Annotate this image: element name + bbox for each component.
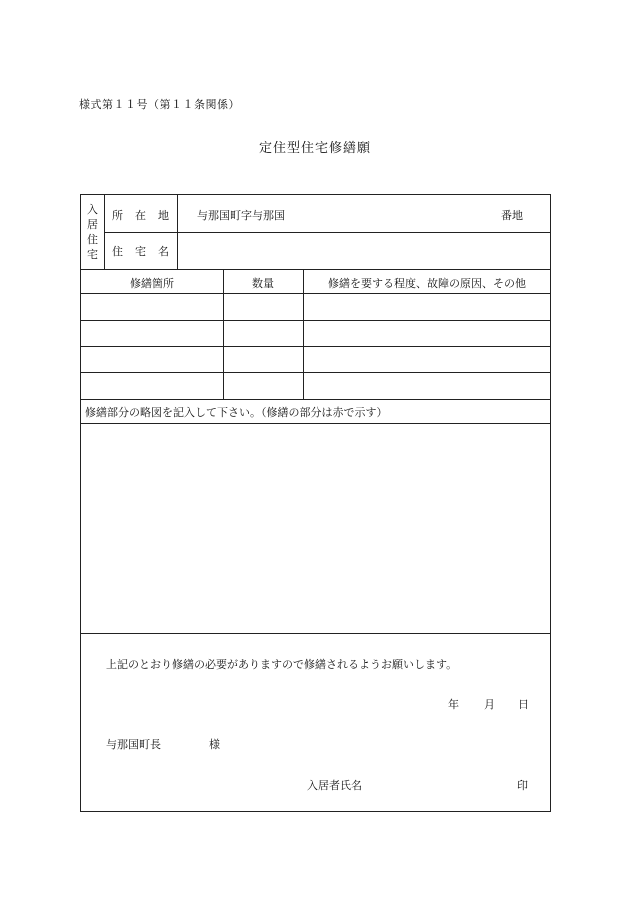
- request-statement: 上記のとおり修繕の必要がありますので修繕されるようお願いします。: [106, 658, 458, 671]
- date-year-label: 年: [448, 698, 459, 711]
- column-header-quantity: 数量: [252, 277, 274, 290]
- table-row[interactable]: [81, 321, 551, 345]
- date-month-label: 月: [484, 698, 495, 711]
- location-value[interactable]: 与那国町字与那国: [197, 209, 285, 222]
- location-label: 所在地: [112, 209, 181, 222]
- application-form: [80, 194, 551, 812]
- section-label-housing: 入 居 住 宅: [87, 203, 98, 261]
- sketch-instruction: 修繕部分の略図を記入して下さい。（修繕の部分は赤で示す）: [85, 406, 388, 419]
- table-row[interactable]: [81, 294, 551, 319]
- table-row[interactable]: [81, 373, 551, 398]
- location-suffix: 番地: [501, 209, 523, 222]
- addressee: 与那国町長: [106, 738, 161, 751]
- applicant-name-label: 入居者氏名: [307, 779, 362, 792]
- form-number: 様式第１１号（第１１条関係）: [79, 98, 240, 111]
- housing-name-label: 住宅名: [112, 245, 181, 258]
- honorific: 様: [209, 738, 220, 751]
- page-title: 定住型住宅修繕願: [258, 141, 371, 156]
- date-day-label: 日: [518, 698, 529, 711]
- table-row[interactable]: [81, 347, 551, 371]
- column-header-repair-location: 修繕箇所: [130, 277, 174, 290]
- column-header-details: 修繕を要する程度、故障の原因、その他: [328, 277, 526, 290]
- sketch-area[interactable]: [81, 424, 551, 632]
- seal-mark: 印: [517, 779, 528, 792]
